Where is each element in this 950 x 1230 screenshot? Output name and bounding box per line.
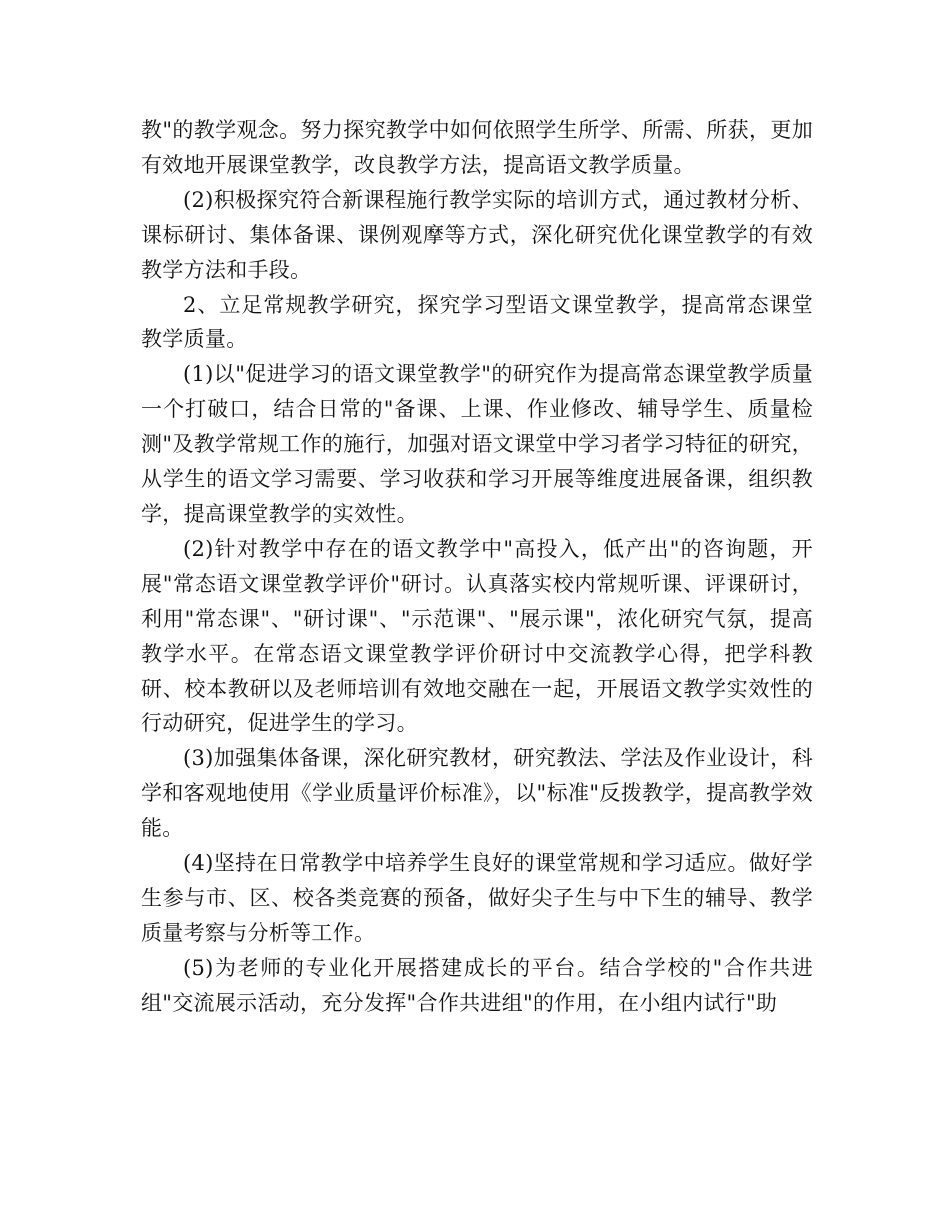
paragraph-6: (3)加强集体备课，深化研究教材，研究教法、学法及作业设计，科学和客观地使用《学业质量评价标准》，以"标准"反拨教学，提高教学效能。: [141, 746, 813, 841]
document-body: [141, 113, 813, 1021]
paragraph-1: 教"的教学观念。努力探究教学中如何依照学生所学、所需、所获，更加有效地开展课堂教学，改良教学方法，提高语文教学质量。: [141, 118, 813, 177]
paragraph-2: (2)积极探究符合新课程施行教学实际的培训方式，通过教材分析、课标研讨、集体备课、课例观摩等方式，深化研究优化课堂教学的有效教学方法和手段。: [141, 187, 813, 282]
paragraph-8: (5)为老师的专业化开展搭建成长的平台。结合学校的"合作共进组"交流展示活动，充分发挥"合作共进组"的作用，在小组内试行"助: [141, 955, 813, 1015]
paragraph-7: (4)坚持在日常教学中培养学生良好的课堂常规和学习适应。做好学生参与市、区、校各类竞赛的预备，做好尖子生与中下生的辅导、教学质量考察与分析等工作。: [141, 851, 813, 945]
paragraph-3: 2、立足常规教学研究，探究学习型语文课堂教学，提高常态课堂教学质量。: [141, 292, 813, 352]
paragraph-4: (1)以"促进学习的语文课堂教学"的研究作为提高常态课堂教学质量一个打破口，结合日常的"备课、上课、作业修改、辅导学生、质量检测"及教学常规工作的施行，加强对语文课堂中学习者学习特征的研究，从学生的语文学习需要、学习收获和学习开展等维度进展备课，组织教学，提高课堂教学的实效性。: [141, 362, 813, 526]
paragraph-5: (2)针对教学中存在的语文教学中"高投入，低产出"的咨询题，开展"常态语文课堂教学评价"研讨。认真落实校内常规听课、评课研讨，利用"常态课"、"研讨课"、"示范课"、"展示课"，浓化研究气氛，提高教学水平。在常态语文课堂教学评价研讨中交流教学心得，把学科教研、校本教研以及老师培训有效地交融在一起，开展语文教学实效性的行动研究，促进学生的学习。: [141, 536, 813, 736]
